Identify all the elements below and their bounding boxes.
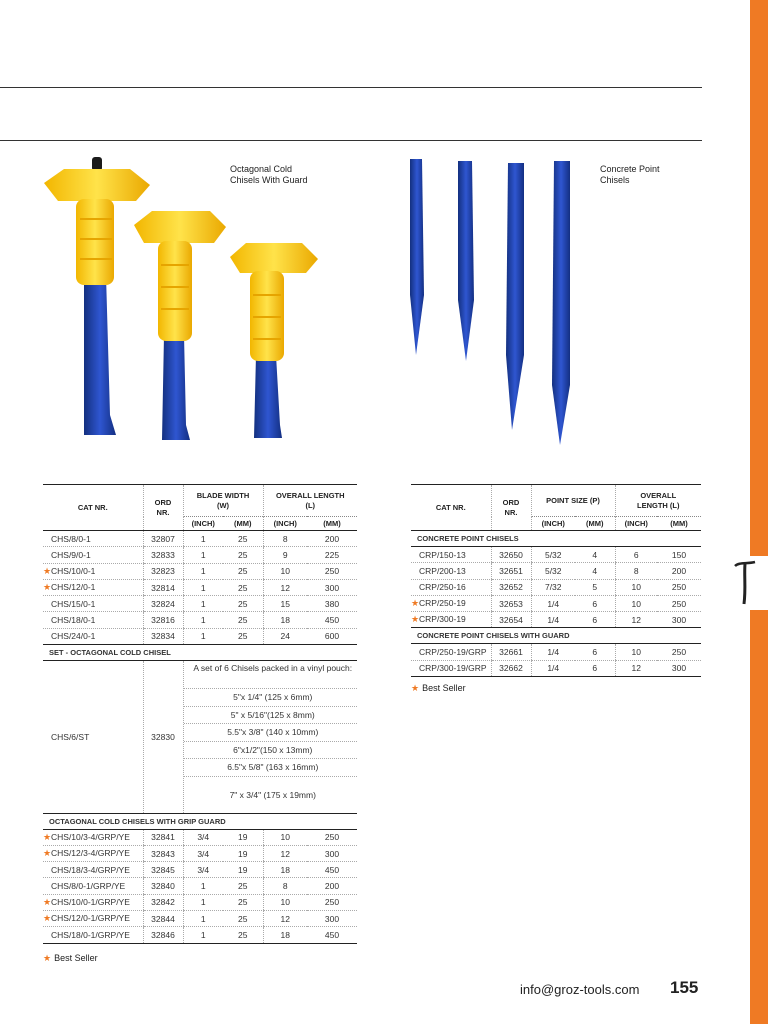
table-row bbox=[43, 911, 357, 927]
cat-number-text: CRP/250-19/GRP bbox=[419, 647, 487, 658]
length-mm-header: (MM) bbox=[307, 517, 357, 531]
l-mm-cell: 200 bbox=[307, 531, 357, 547]
w-mm-cell: 25 bbox=[223, 531, 263, 547]
cat-number-text: CRP/300-19/GRP bbox=[419, 663, 487, 674]
table-row bbox=[43, 531, 357, 547]
page-number: 155 bbox=[670, 978, 699, 997]
concrete-point-chisels-table bbox=[411, 484, 701, 677]
w-inch-cell: 1 bbox=[183, 547, 223, 563]
table-row bbox=[43, 563, 357, 579]
cat-number-text: CHS/12/3-4/GRP/YE bbox=[51, 848, 130, 859]
table-row bbox=[43, 829, 357, 845]
ord-cell: 32842 bbox=[143, 894, 183, 910]
caption-octagonal-chisels: Octagonal Cold Chisels With Guard bbox=[230, 164, 308, 185]
w-mm-cell: 25 bbox=[223, 927, 263, 943]
l-inch-cell: 24 bbox=[263, 628, 307, 644]
star-icon: ★ bbox=[43, 953, 52, 963]
ord-cell: 32650 bbox=[491, 547, 531, 563]
cat-number bbox=[411, 644, 491, 660]
r-col-ord-header: ORD NR. bbox=[491, 485, 531, 531]
p-inch-cell: 7/32 bbox=[531, 579, 575, 595]
w-inch-cell: 3/4 bbox=[183, 845, 223, 861]
cat-number-text: CHS/10/3-4/GRP/YE bbox=[51, 831, 130, 842]
r-col-point-size-header: POINT SIZE (P) bbox=[531, 485, 615, 517]
cat-number bbox=[411, 660, 491, 676]
cat-number-text: CHS/15/0-1 bbox=[51, 598, 96, 609]
col-overall-length-header: OVERALL LENGTH (L) bbox=[263, 485, 357, 517]
table-row bbox=[43, 596, 357, 612]
best-seller-star-icon: ★ bbox=[43, 565, 52, 576]
w-mm-cell: 25 bbox=[223, 911, 263, 927]
top-rule bbox=[0, 87, 702, 88]
blade-inch-header: (INCH) bbox=[183, 517, 223, 531]
best-seller-star-icon: ★ bbox=[411, 614, 420, 625]
chisel-large bbox=[44, 157, 150, 435]
l-inch-cell: 18 bbox=[263, 862, 307, 878]
best-seller-legend-right bbox=[411, 683, 466, 694]
set-ord: 32830 bbox=[143, 661, 183, 814]
l-inch-cell: 12 bbox=[615, 612, 657, 628]
p-inch-cell: 1/4 bbox=[531, 660, 575, 676]
l-mm-cell: 300 bbox=[307, 579, 357, 595]
col-cat-header: CAT NR. bbox=[43, 485, 143, 531]
point-mm-header: (MM) bbox=[575, 517, 615, 531]
p-inch-cell: 5/32 bbox=[531, 563, 575, 579]
cat-number-text: CRP/300-19 bbox=[419, 614, 466, 625]
cat-number-text: CRP/250-19 bbox=[419, 598, 466, 609]
best-seller-star-icon: ★ bbox=[43, 582, 52, 593]
l-mm-cell: 250 bbox=[307, 894, 357, 910]
cat-number bbox=[411, 563, 491, 579]
set-size-line: 5"x 1/4" (125 x 6mm) bbox=[184, 689, 358, 707]
ord-cell: 32662 bbox=[491, 660, 531, 676]
l-mm-cell: 300 bbox=[307, 845, 357, 861]
point-chisel-2 bbox=[458, 161, 474, 361]
l-mm-cell: 225 bbox=[307, 547, 357, 563]
l-mm-cell: 380 bbox=[307, 596, 357, 612]
ord-cell: 32654 bbox=[491, 612, 531, 628]
cat-number-text: CRP/250-16 bbox=[419, 582, 466, 593]
l-inch-cell: 10 bbox=[263, 829, 307, 845]
concrete-point-chisels-image bbox=[400, 155, 580, 450]
w-inch-cell: 1 bbox=[183, 579, 223, 595]
ord-cell: 32816 bbox=[143, 612, 183, 628]
cat-number bbox=[43, 878, 143, 894]
caption-concrete-point-chisels: Concrete Point Chisels bbox=[600, 164, 660, 185]
point-chisel-3 bbox=[506, 163, 524, 430]
cat-number-text: CHS/18/0-1/GRP/YE bbox=[51, 930, 130, 940]
l-inch-cell: 15 bbox=[263, 596, 307, 612]
best-seller-star-icon: ★ bbox=[43, 913, 52, 924]
table-row bbox=[411, 547, 701, 563]
cat-number-text: CHS/18/0-1 bbox=[51, 615, 96, 626]
l-inch-cell: 10 bbox=[263, 563, 307, 579]
l-mm-cell: 200 bbox=[307, 878, 357, 894]
set-size-line: 5.5"x 3/8" (140 x 10mm) bbox=[184, 724, 358, 742]
l-inch-cell: 18 bbox=[263, 612, 307, 628]
point-chisel-1 bbox=[410, 159, 424, 355]
cat-number bbox=[43, 894, 143, 910]
point-inch-header: (INCH) bbox=[531, 517, 575, 531]
l-inch-cell: 12 bbox=[263, 845, 307, 861]
cat-number-text: CHS/10/0-1 bbox=[51, 565, 96, 576]
p-inch-cell: 1/4 bbox=[531, 595, 575, 611]
best-seller-star-icon: ★ bbox=[411, 598, 420, 609]
section-concrete-point: CONCRETE POINT CHISELS bbox=[411, 531, 701, 547]
table-row bbox=[411, 612, 701, 628]
cat-number bbox=[411, 579, 491, 595]
ord-cell: 32807 bbox=[143, 531, 183, 547]
p-inch-cell: 1/4 bbox=[531, 644, 575, 660]
p-mm-cell: 6 bbox=[575, 612, 615, 628]
table-row bbox=[43, 845, 357, 861]
l-mm-cell: 300 bbox=[657, 660, 701, 676]
l-inch-cell: 10 bbox=[263, 894, 307, 910]
l-inch-cell: 8 bbox=[615, 563, 657, 579]
w-mm-cell: 19 bbox=[223, 829, 263, 845]
table-row bbox=[43, 927, 357, 943]
set-size-line: 7" x 3/4" (175 x 19mm) bbox=[229, 789, 316, 800]
ord-cell: 32845 bbox=[143, 862, 183, 878]
set-row bbox=[43, 661, 357, 814]
ord-cell: 32840 bbox=[143, 878, 183, 894]
cat-number-text: CHS/8/0-1/GRP/YE bbox=[51, 881, 126, 892]
table-row bbox=[43, 579, 357, 595]
w-inch-cell: 1 bbox=[183, 628, 223, 644]
best-seller-star-icon: ★ bbox=[43, 896, 52, 907]
cat-number-text: CHS/12/0-1 bbox=[51, 582, 96, 593]
section-concrete-point-guard: CONCRETE POINT CHISELS WITH GUARD bbox=[411, 628, 701, 644]
w-inch-cell: 3/4 bbox=[183, 829, 223, 845]
ord-cell: 32824 bbox=[143, 596, 183, 612]
cat-number bbox=[411, 595, 491, 611]
cat-number bbox=[43, 628, 143, 644]
l-mm-cell: 200 bbox=[657, 563, 701, 579]
table-row bbox=[411, 563, 701, 579]
l-mm-cell: 300 bbox=[307, 911, 357, 927]
table-row bbox=[411, 595, 701, 611]
ord-cell: 32661 bbox=[491, 644, 531, 660]
ord-cell: 32846 bbox=[143, 927, 183, 943]
l-mm-cell: 450 bbox=[307, 612, 357, 628]
cat-number-text: CHS/10/0-1/GRP/YE bbox=[51, 896, 130, 907]
r-col-cat-header: CAT NR. bbox=[411, 485, 491, 531]
best-seller-star-icon: ★ bbox=[43, 848, 52, 859]
second-rule bbox=[0, 140, 702, 141]
w-mm-cell: 25 bbox=[223, 579, 263, 595]
chisel-medium bbox=[134, 211, 226, 440]
ord-cell: 32652 bbox=[491, 579, 531, 595]
w-mm-cell: 25 bbox=[223, 563, 263, 579]
col-blade-width-header: BLADE WIDTH (W) bbox=[183, 485, 263, 517]
table-row bbox=[411, 579, 701, 595]
w-mm-cell: 19 bbox=[223, 862, 263, 878]
blade-mm-header: (MM) bbox=[223, 517, 263, 531]
w-inch-cell: 3/4 bbox=[183, 862, 223, 878]
table-row bbox=[411, 660, 701, 676]
l-mm-cell: 250 bbox=[657, 579, 701, 595]
r-length-mm-header: (MM) bbox=[657, 517, 701, 531]
set-cat: CHS/6/ST bbox=[51, 731, 90, 742]
best-seller-star-icon: ★ bbox=[43, 831, 52, 842]
p-mm-cell: 4 bbox=[575, 547, 615, 563]
w-inch-cell: 1 bbox=[183, 612, 223, 628]
w-inch-cell: 1 bbox=[183, 894, 223, 910]
point-chisel-4 bbox=[552, 161, 570, 445]
chisel-small bbox=[230, 243, 318, 438]
ord-cell: 32844 bbox=[143, 911, 183, 927]
cat-number-text: CHS/24/0-1 bbox=[51, 631, 96, 642]
l-mm-cell: 150 bbox=[657, 547, 701, 563]
side-bar-bottom bbox=[750, 610, 768, 1024]
l-mm-cell: 300 bbox=[657, 612, 701, 628]
set-size-line: 6.5"x 5/8" (163 x 16mm) bbox=[184, 759, 358, 777]
side-bar-top bbox=[750, 0, 768, 556]
table-row bbox=[43, 878, 357, 894]
table-row bbox=[43, 612, 357, 628]
l-inch-cell: 12 bbox=[263, 579, 307, 595]
l-mm-cell: 450 bbox=[307, 862, 357, 878]
contact-email[interactable]: info@groz-tools.com bbox=[520, 982, 640, 997]
l-inch-cell: 12 bbox=[615, 660, 657, 676]
ord-cell: 32651 bbox=[491, 563, 531, 579]
w-inch-cell: 1 bbox=[183, 531, 223, 547]
length-inch-header: (INCH) bbox=[263, 517, 307, 531]
p-inch-cell: 5/32 bbox=[531, 547, 575, 563]
cat-number bbox=[43, 563, 143, 579]
l-inch-cell: 10 bbox=[615, 644, 657, 660]
col-ord-header: ORD NR. bbox=[143, 485, 183, 531]
l-inch-cell: 8 bbox=[263, 531, 307, 547]
ord-cell: 32843 bbox=[143, 845, 183, 861]
w-mm-cell: 25 bbox=[223, 878, 263, 894]
l-inch-cell: 10 bbox=[615, 579, 657, 595]
w-mm-cell: 25 bbox=[223, 612, 263, 628]
table-row bbox=[43, 862, 357, 878]
set-description bbox=[183, 661, 357, 814]
cat-number-text: CHS/18/3-4/GRP/YE bbox=[51, 864, 130, 875]
cat-number-text: CHS/12/0-1/GRP/YE bbox=[51, 913, 130, 924]
table-row bbox=[411, 644, 701, 660]
table-row bbox=[43, 628, 357, 644]
octagonal-chisels-image bbox=[40, 155, 330, 450]
w-mm-cell: 19 bbox=[223, 845, 263, 861]
star-icon: ★ bbox=[411, 683, 420, 693]
l-inch-cell: 6 bbox=[615, 547, 657, 563]
chapter-letter-t bbox=[733, 558, 757, 608]
cat-number bbox=[43, 596, 143, 612]
l-inch-cell: 18 bbox=[263, 927, 307, 943]
legend-label: Best Seller bbox=[422, 683, 466, 693]
section-set-octagonal: SET - OCTAGONAL COLD CHISEL bbox=[43, 645, 357, 661]
ord-cell: 32841 bbox=[143, 829, 183, 845]
cat-number-text: CHS/9/0-1 bbox=[51, 549, 91, 560]
ord-cell: 32814 bbox=[143, 579, 183, 595]
set-size-line: 6"x1/2"(150 x 13mm) bbox=[184, 742, 358, 760]
cat-number bbox=[43, 911, 143, 927]
r-col-overall-length-header: OVERALL LENGTH (L) bbox=[615, 485, 701, 517]
cat-number bbox=[43, 547, 143, 563]
p-mm-cell: 6 bbox=[575, 660, 615, 676]
table-row bbox=[43, 894, 357, 910]
set-intro-text: A set of 6 Chisels packed in a vinyl pouch: bbox=[184, 661, 358, 689]
w-inch-cell: 1 bbox=[183, 563, 223, 579]
ord-cell: 32823 bbox=[143, 563, 183, 579]
best-seller-legend-left bbox=[43, 953, 98, 964]
l-mm-cell: 250 bbox=[307, 829, 357, 845]
cat-number bbox=[43, 927, 143, 943]
l-inch-cell: 8 bbox=[263, 878, 307, 894]
p-mm-cell: 6 bbox=[575, 595, 615, 611]
cat-number bbox=[411, 547, 491, 563]
l-mm-cell: 450 bbox=[307, 927, 357, 943]
cat-number bbox=[411, 612, 491, 628]
cat-number bbox=[43, 579, 143, 595]
w-inch-cell: 1 bbox=[183, 911, 223, 927]
p-mm-cell: 6 bbox=[575, 644, 615, 660]
w-inch-cell: 1 bbox=[183, 596, 223, 612]
p-mm-cell: 5 bbox=[575, 579, 615, 595]
cat-number bbox=[43, 862, 143, 878]
p-mm-cell: 4 bbox=[575, 563, 615, 579]
w-inch-cell: 1 bbox=[183, 927, 223, 943]
w-mm-cell: 25 bbox=[223, 547, 263, 563]
w-mm-cell: 25 bbox=[223, 894, 263, 910]
l-inch-cell: 9 bbox=[263, 547, 307, 563]
l-mm-cell: 250 bbox=[657, 595, 701, 611]
set-size-line: 5" x 5/16"(125 x 8mm) bbox=[184, 707, 358, 725]
p-inch-cell: 1/4 bbox=[531, 612, 575, 628]
section-grip-guard: OCTAGONAL COLD CHISELS WITH GRIP GUARD bbox=[43, 813, 357, 829]
l-mm-cell: 250 bbox=[657, 644, 701, 660]
cat-number bbox=[43, 845, 143, 861]
w-mm-cell: 25 bbox=[223, 596, 263, 612]
cat-number-text: CHS/8/0-1 bbox=[51, 533, 91, 544]
table-row bbox=[43, 547, 357, 563]
cat-number bbox=[43, 531, 143, 547]
w-inch-cell: 1 bbox=[183, 878, 223, 894]
r-length-inch-header: (INCH) bbox=[615, 517, 657, 531]
cat-number-text: CRP/150-13 bbox=[419, 549, 466, 560]
ord-cell: 32653 bbox=[491, 595, 531, 611]
octagonal-chisels-table bbox=[43, 484, 357, 944]
cat-number bbox=[43, 612, 143, 628]
l-mm-cell: 600 bbox=[307, 628, 357, 644]
ord-cell: 32834 bbox=[143, 628, 183, 644]
ord-cell: 32833 bbox=[143, 547, 183, 563]
legend-label: Best Seller bbox=[54, 953, 98, 963]
cat-number-text: CRP/200-13 bbox=[419, 565, 466, 576]
l-mm-cell: 250 bbox=[307, 563, 357, 579]
cat-number bbox=[43, 829, 143, 845]
l-inch-cell: 10 bbox=[615, 595, 657, 611]
w-mm-cell: 25 bbox=[223, 628, 263, 644]
l-inch-cell: 12 bbox=[263, 911, 307, 927]
